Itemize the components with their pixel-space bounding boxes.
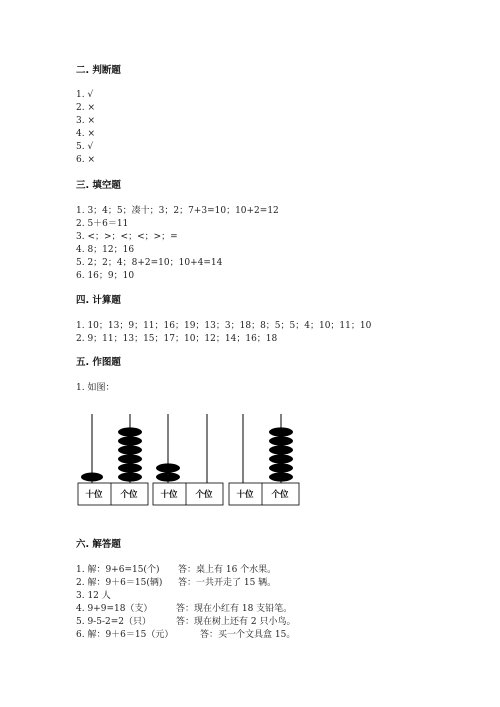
solve-item-6-work: 6. 解：9＋6＝15（元） xyxy=(76,630,174,640)
judge-item-1: 1. √ xyxy=(76,90,94,100)
abacus-3 xyxy=(229,414,299,505)
solve-item-2-answer: 答：一共开走了 15 辆。 xyxy=(178,578,277,588)
solve-item-3-work: 3. 12 人 xyxy=(76,591,111,601)
abacus-figure xyxy=(0,408,500,538)
section-title-solve: 六. 解答题 xyxy=(76,539,121,550)
section-title-fill: 三. 填空题 xyxy=(76,180,121,191)
abacus-3-ones-bead-3 xyxy=(269,445,293,454)
abacus-1-ones-bead-6 xyxy=(118,472,142,481)
abacus-1-ones-label: 个位 xyxy=(120,490,138,500)
solve-item-4-work: 4. 9+9=18（支） xyxy=(76,604,153,614)
abacus-3-ones-bead-2 xyxy=(269,436,293,445)
fill-item-1: 1. 3；4；5；凑十；3；2；7+3=10；10+2=12 xyxy=(76,206,279,216)
calc-item-2: 2. 9；11；13；15；17；10；12；14；16；18 xyxy=(76,334,278,344)
abacus-3-ones-bead-5 xyxy=(269,463,293,472)
calc-item-1: 1. 10；13；9；11；16；19；13；3；18；8；5；5；4；10；11；10 xyxy=(76,321,372,331)
solve-item-2-work: 2. 解：9＋6＝15(辆) xyxy=(76,578,163,588)
fill-item-4: 4. 8；12；16 xyxy=(76,245,135,255)
solve-item-5-work: 5. 9-5-2=2（只） xyxy=(76,617,151,627)
solve-item-1-work: 1. 解：9+6=15(个) xyxy=(76,565,160,575)
abacus-2-tens-bead-1 xyxy=(156,463,180,472)
fill-item-3: 3. <；>；<；<；>；= xyxy=(76,232,178,242)
fill-item-2: 2. 5＋6＝11 xyxy=(76,219,129,229)
abacus-2 xyxy=(153,414,223,505)
abacus-3-tens-label: 十位 xyxy=(236,490,254,500)
abacus-3-ones-bead-4 xyxy=(269,454,293,463)
solve-item-4-answer: 答：现在小红有 18 支铅笔。 xyxy=(176,604,293,614)
fill-item-5: 5. 2；2；4；8+2=10；10+4=14 xyxy=(76,258,223,268)
judge-item-2: 2. × xyxy=(76,103,95,113)
solve-item-6-answer: 答：买一个文具盒 15。 xyxy=(200,630,296,640)
section-title-calc: 四. 计算题 xyxy=(76,295,121,306)
abacus-1-ones-bead-5 xyxy=(118,463,142,472)
judge-item-6: 6. × xyxy=(76,155,95,165)
abacus-1-tens-label: 十位 xyxy=(85,490,103,500)
abacus-2-ones-label: 个位 xyxy=(195,490,213,500)
abacus-3-ones-label: 个位 xyxy=(271,490,289,500)
section-title-judge: 二. 判断题 xyxy=(76,65,121,76)
judge-item-3: 3. × xyxy=(76,116,95,126)
judge-item-5: 5. √ xyxy=(76,142,94,152)
abacus-1-ones-bead-1 xyxy=(118,427,142,436)
solve-item-5-answer: 答：现在树上还有 2 只小鸟。 xyxy=(176,617,296,627)
abacus-2-tens-bead-2 xyxy=(156,472,180,481)
fill-item-6: 6. 16；9；10 xyxy=(76,271,135,281)
abacus-1-ones-bead-2 xyxy=(118,436,142,445)
abacus-1-ones-bead-4 xyxy=(118,454,142,463)
abacus-1-tens-bead-1 xyxy=(81,473,103,482)
section-title-draw: 五. 作图题 xyxy=(76,357,121,368)
abacus-1 xyxy=(78,414,148,505)
judge-item-4: 4. × xyxy=(76,129,95,139)
abacus-3-ones-bead-6 xyxy=(269,472,293,481)
abacus-2-tens-label: 十位 xyxy=(160,490,178,500)
abacus-3-ones-bead-1 xyxy=(269,427,293,436)
draw-item-1: 1. 如图： xyxy=(76,383,115,393)
solve-item-1-answer: 答：桌上有 16 个水果。 xyxy=(178,565,277,575)
abacus-1-ones-bead-3 xyxy=(118,445,142,454)
